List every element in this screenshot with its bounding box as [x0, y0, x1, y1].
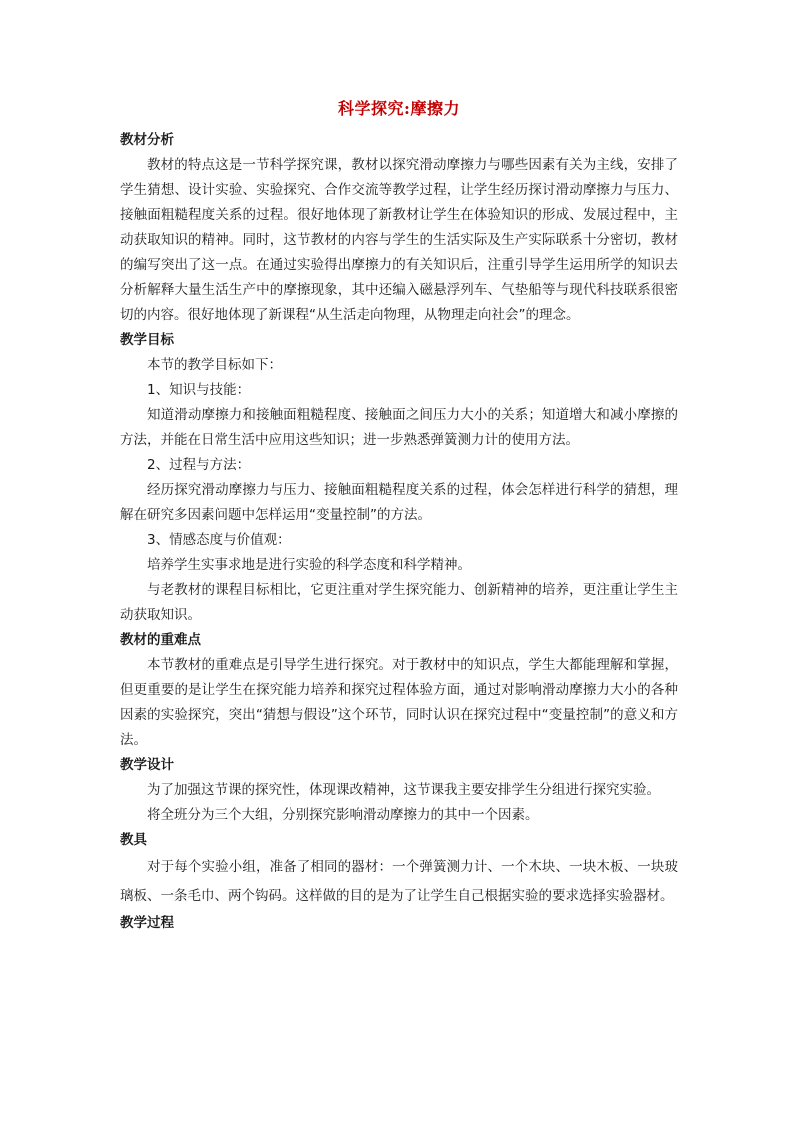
paragraph: 教材的特点这是一节科学探究课，教材以探究滑动摩擦力与哪些因素有关为主线，安排了学生猜想、设计实验、实验探究、合作交流等教学过程，让学生经历探讨滑动摩擦力与压力、接触面粗糙程度关系的过程。很好地体现了新教材让学生在体验知识的形成、发展过程中，主动获取知识的精神。同时，这节教材的内容与学生的生活实际及生产实际联系十分密切，教材的编写突出了这一点。在通过实验得出摩擦力的有关知识后，注重引导学生运用所学的知识去分析解释大量生活生产中的摩擦现象，其中还编入磁悬浮列车、气垫船等与现代科技联系很密切的内容。很好地体现了新课程“从生活走向物理，从物理走向社会”的理念。 [120, 157, 678, 323]
paragraph: 知道滑动摩擦力和接触面粗糙程度、接触面之间压力大小的关系；知道增大和减小摩擦的方法，并能在日常生活中应用这些知识；进一步熟悉弹簧测力计的使用方法。 [120, 407, 678, 448]
section-heading-teaching-process: 教学过程 [120, 915, 174, 931]
paragraph: 与老教材的课程目标相比，它更注重对学生探究能力、创新精神的培养，更注重让学生主动获取知识。 [120, 582, 678, 623]
paragraph: 为了加强这节课的探究性，体现课改精神，这节课我主要安排学生分组进行探究实验。 [147, 782, 660, 798]
paragraph: 本节的教学目标如下： [147, 357, 282, 373]
paragraph: 1、知识与技能： [147, 382, 251, 398]
section-heading-key-points: 教材的重难点 [120, 632, 201, 648]
document-page [120, 94, 678, 936]
paragraph: 2、过程与方法： [147, 457, 251, 473]
paragraph: 将全班分为三个大组，分别探究影响滑动摩擦力的其中一个因素。 [147, 807, 539, 823]
paragraph: 对于每个实验小组，准备了相同的器材：一个弹簧测力计、一个木块、一块木板、一块玻璃板、一条毛巾、两个钩码。这样做的目的是为了让学生自己根据实验的要求选择实验器材。 [120, 859, 678, 904]
section-heading-teaching-design: 教学设计 [120, 757, 174, 773]
section-heading-teaching-aids: 教具 [120, 832, 147, 848]
paragraph: 3、情感态度与价值观： [147, 532, 291, 548]
paragraph: 本节教材的重难点是引导学生进行探究。对于教材中的知识点，学生大都能理解和掌握，但更重要的是让学生在探究能力培养和探究过程体验方面，通过对影响滑动摩擦力大小的各种因素的实验探究，突出“猜想与假设”这个环节，同时认识在探究过程中“变量控制”的意义和方法。 [120, 657, 678, 748]
section-heading-textbook-analysis: 教材分析 [120, 132, 174, 148]
document-title: 科学探究:摩擦力 [338, 99, 460, 118]
paragraph: 培养学生实事求地是进行实验的科学态度和科学精神。 [147, 557, 471, 573]
paragraph: 经历探究滑动摩擦力与压力、接触面粗糙程度关系的过程，体会怎样进行科学的猜想，理解在研究多因素问题中怎样运用“变量控制”的方法。 [120, 482, 678, 523]
section-heading-teaching-goals: 教学目标 [120, 332, 174, 348]
